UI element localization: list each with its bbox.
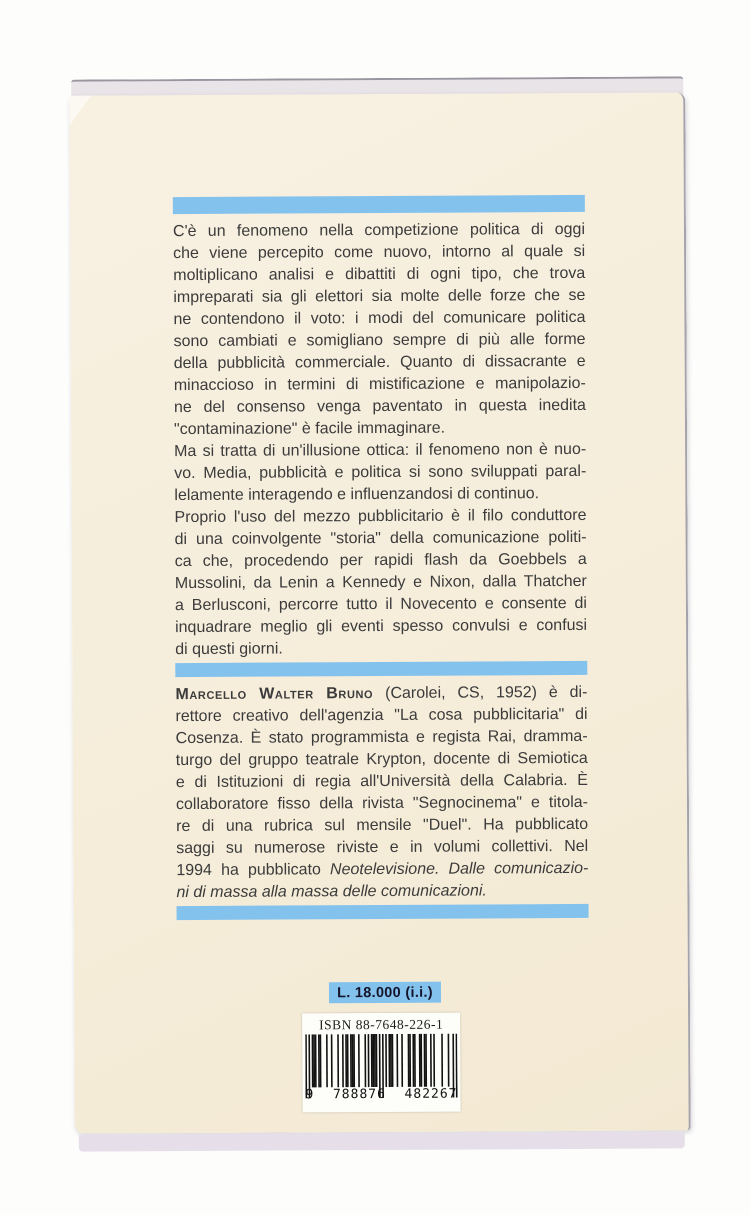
text-line — [174, 329, 586, 353]
text-segment: Proprio l'uso del mezzo pubblicitario è il filo conduttore — [174, 506, 587, 527]
text-segment: di una coinvolgente "storia" della comunicazione politi- — [174, 528, 587, 549]
text-line — [174, 439, 586, 463]
text-segment: Cosenza. È stato programmista e regista Rai, dramma- — [175, 727, 588, 748]
text-line — [176, 726, 588, 750]
isbn-label: ISBN 88-7648-226-1 — [319, 1016, 444, 1033]
text-segment: sono cambiati e somigliano sempre di più alle forme — [173, 330, 586, 351]
text-segment: saggi su numerose riviste e in volumi collettivi. Nel — [176, 837, 589, 858]
text-line — [175, 549, 587, 573]
text-line — [173, 241, 585, 265]
text-line — [174, 505, 586, 529]
text-line — [174, 351, 586, 375]
text-line — [175, 682, 587, 706]
text-segment: Ma si tratta di un'illusione ottica: il fenomeno non è nuo- — [174, 440, 587, 461]
text-segment: di questi giorni. — [175, 640, 283, 659]
book-back-cover — [69, 76, 691, 1151]
text-line — [173, 219, 585, 243]
text-segment: ni di massa alla massa delle comunicazioni. — [176, 882, 487, 902]
text-segment: 1994 ha pubblicato — [176, 861, 331, 880]
text-line — [175, 527, 587, 551]
text-line — [176, 814, 588, 838]
barcode — [302, 1013, 461, 1113]
ean-digit-group-2: 482267 — [404, 1086, 458, 1102]
text-segment: collaboratore fisso della rivista "Segnocinema" e titola- — [175, 793, 589, 814]
accent-bar — [175, 661, 587, 677]
text-segment: (Carolei, CS, 1952) è di- — [373, 683, 588, 703]
text-line — [176, 880, 588, 904]
text-line — [176, 858, 588, 882]
ean-digit-lead: 9 — [305, 1087, 315, 1103]
text-segment: che viene percepito come nuovo, intorno al quale si — [173, 242, 586, 263]
text-segment: della pubblicità commerciale. Quanto di dissacrante e — [173, 352, 586, 373]
text-segment: vo. Media, pubblicità e politica si sono sviluppati paral- — [174, 462, 587, 483]
text-segment: Neotelevisione. Dalle comunicazio- — [329, 859, 589, 879]
paragraph — [174, 439, 586, 507]
text-segment: rettore creativo dell'agenzia "La cosa pubblicitaria" di — [175, 705, 588, 726]
text-segment: re di una rubrica sul mensile "Duel". Ha pubblicato — [176, 815, 589, 836]
text-line — [173, 263, 585, 287]
text-line — [175, 704, 587, 728]
text-line — [174, 461, 586, 485]
text-line — [174, 417, 586, 441]
text-line — [174, 483, 586, 507]
page-edge-bottom — [79, 1131, 685, 1151]
text-line — [176, 770, 588, 794]
accent-bar — [177, 904, 589, 920]
price-label: L. 18.000 (i.i.) — [337, 984, 433, 1001]
text-segment: ne del consenso venga paventato in questa inedita — [173, 396, 586, 417]
text-line — [175, 637, 587, 661]
text-segment: a Berlusconi, percorre tutto il Novecento e consente di — [174, 594, 587, 615]
accent-bar — [173, 195, 585, 214]
text-segment: minaccioso in termini di mistificazione e manipolazio- — [173, 374, 586, 395]
text-segment: lelamente interagendo e influenzandosi di continuo. — [174, 485, 540, 505]
text-segment: moltiplicano analisi e dibattiti di ogni tipo, che trova — [173, 264, 586, 285]
ean-digit-group-1: 788876 — [332, 1086, 386, 1103]
text-line — [174, 373, 586, 397]
blurb — [173, 195, 589, 927]
paragraph — [173, 219, 586, 441]
text-line — [176, 748, 588, 772]
text-segment: ca che, procedendo per rapidi flash da Goebbels a — [174, 550, 587, 571]
price-badge — [329, 982, 441, 1004]
text-line — [175, 571, 587, 595]
text-segment: inquadrare meglio gli eventi spesso convulsi e confusi — [175, 616, 588, 637]
ean-digits — [305, 1087, 457, 1103]
text-segment: impreparati sia gli elettori sia molte delle forze che se — [173, 286, 586, 307]
text-line — [174, 395, 586, 419]
text-line — [173, 307, 585, 331]
author-name: Marcello Walter Bruno — [175, 685, 374, 704]
paragraph — [174, 505, 587, 661]
text-segment: turgo del gruppo teatrale Krypton, docente di Semiotica — [175, 749, 588, 770]
text-segment: C'è un fenomeno nella competizione politica di oggi — [172, 220, 586, 241]
text-line — [175, 593, 587, 617]
text-segment: Mussolini, da Lenin a Kennedy e Nixon, dalla Thatcher — [174, 572, 587, 593]
text-segment: e di Istituzioni di regia all'Università della Calabria. È — [175, 771, 588, 792]
cover — [69, 92, 690, 1133]
text-line — [175, 615, 587, 639]
text-line — [176, 792, 588, 816]
text-line — [176, 836, 588, 860]
text-segment: ne contendono il voto: i modi del comunicare politica — [173, 308, 586, 329]
text-line — [173, 285, 585, 309]
corner-fold — [69, 96, 91, 126]
text-segment: "contaminazione" è facile immaginare. — [173, 419, 446, 439]
paragraph — [175, 682, 588, 904]
